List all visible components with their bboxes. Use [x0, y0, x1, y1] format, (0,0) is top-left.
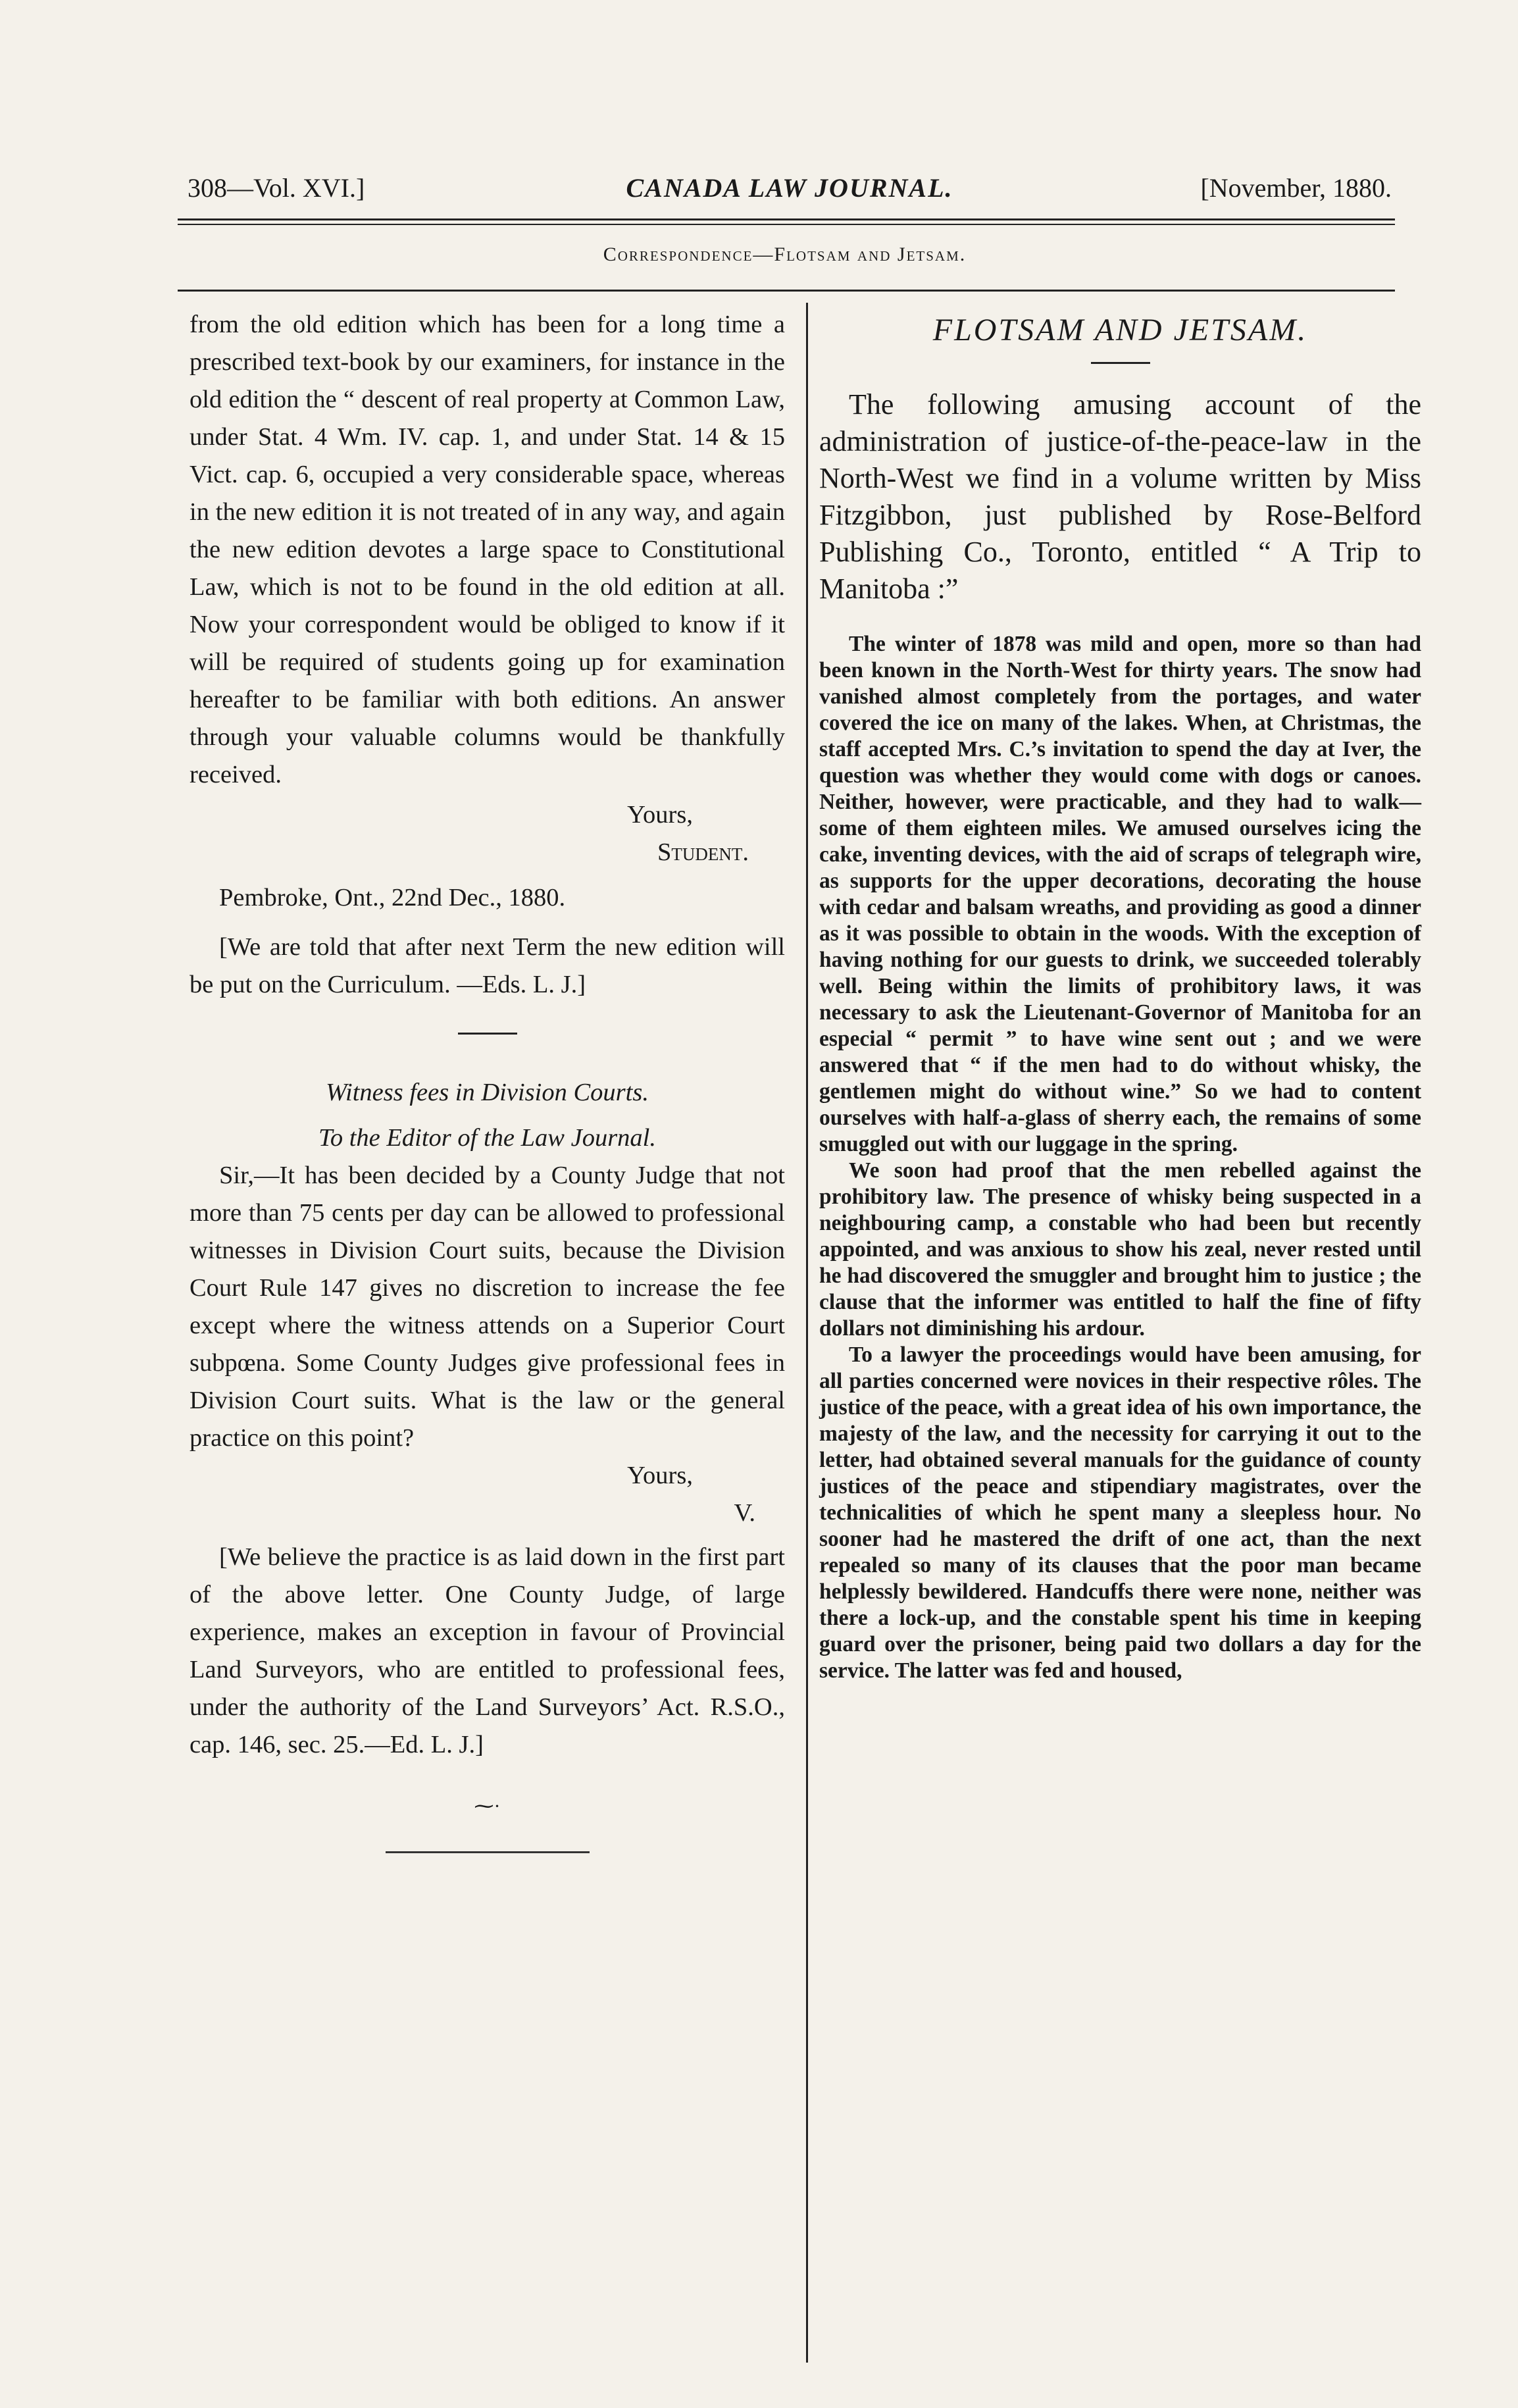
page-header: [188, 172, 1392, 212]
editor-note-2: [We believe the practice is as laid down in the first part of the above letter. One County Judge, of large experience, makes an exception in favour of Provincial Land Surveyors, who are entitled to professional fees, under the authority of the Land Surveyors’ Act. R.S.O., cap. 146, sec. 25.—Ed. L. J.]: [190, 1543, 785, 1758]
header-rule-top: [178, 218, 1395, 220]
column-divider: [806, 303, 808, 2363]
section-title: Correspondence—Flotsam and Jetsam.: [603, 243, 967, 265]
letter2-addressee: To the Editor of the Law Journal.: [318, 1124, 657, 1152]
end-rule: [386, 1851, 590, 1853]
letter2-closing: Yours,: [627, 1462, 693, 1489]
letter1-closing: Yours,: [627, 801, 693, 829]
article-paragraph-2: We soon had proof that the men rebelled against the prohibitory law. The presence of whisky being suspected in a neighbouring camp, a constable who had been but recently appointed, and was anxious to show his zeal, never rested until he had discovered the smuggler and brought him to justice ; the clause that the informer was entitled to half the fine of fifty dollars not diminishing his ardour.: [819, 1158, 1421, 1341]
section-rule: [178, 290, 1395, 292]
letter2-body: Sir,—It has been decided by a County Judge that not more than 75 cents per day can be allowed to professional witnesses in Division Court suits, because the Division Court Rule 147 gives no discretion to increase the fee except where the witness attends on a Superior Court subpœna. Some County Judges give professional fees in Division Court suits. What is the law or the general practice on this point?: [190, 1162, 785, 1452]
left-column: [190, 306, 785, 1853]
divider-rule: [458, 1033, 517, 1035]
ornament-mark: ⁓·: [474, 1795, 501, 1817]
journal-title: CANADA LAW JOURNAL.: [626, 173, 953, 203]
letter1-body: from the old edition which has been for a long time a prescribed text-book by our examiners, for instance in the old edition the “ descent of real property at Common Law, under Stat. 4 Wm. IV. cap. 1, and under Stat. 14 & 15 Vict. cap. 6, occupied a very considerable space, whereas in the new edition it is not treated of in any way, and again the new edition devotes a large space to Constitutional Law, which is not to be found in the old edition at all. Now your correspondent would be obliged to know if it will be required of students going up for examination hereafter to be familiar with both editions. An answer through your valuable columns would be thankfully received.: [190, 311, 785, 788]
article-title: FLOTSAM AND JETSAM.: [932, 313, 1308, 347]
letter1-signer: Student.: [657, 838, 749, 866]
issue-date: [November, 1880.: [1200, 173, 1392, 203]
letter2-title: Witness fees in Division Courts.: [326, 1079, 649, 1106]
article-lead: The following amusing account of the administration of justice-of-the-peace-law in the North-West we find in a volume written by Miss Fitzgibbon, just published by Rose-Belford Publishing Co., Toronto, entitled “ A Trip to Manitoba :”: [819, 388, 1421, 605]
right-column: [819, 306, 1421, 1684]
letter2-signer: V.: [734, 1499, 755, 1527]
title-rule: [1091, 362, 1150, 364]
article-paragraph-1: The winter of 1878 was mild and open, more so than had been known in the North-West for thirty years. The snow had vanished almost completely from the portages, and water covered the ice on many of the lakes. When, at Christmas, the staff accepted Mrs. C.’s invitation to spend the day at Iver, the question was whether they would come with dogs or canoes. Neither, however, were practicable, and they had to walk—some of them eighteen miles. We amused ourselves icing the cake, inventing devices, with the aid of scraps of telegraph wire, as supports for the upper decorations, decorating the house with cedar and balsam wreaths, and providing as good a dinner as it was possible to obtain in the woods. With the exception of having nothing for our guests to drink, we succeeded tolerably well. Being within the limits of prohibitory laws, it was necessary to ask the Lieutenant-Governor of Manitoba for an especial “ permit ” to have wine sent out ; and we were answered that “ if the men had to do without whisky, the gentlemen might do without wine.” So we had to content ourselves with half-a-glass of sherry each, the remains of some smuggled out with our luggage in the spring.: [819, 632, 1421, 1156]
letter1-place-date: Pembroke, Ont., 22nd Dec., 1880.: [219, 884, 566, 911]
editor-note-1: [We are told that after next Term the new edition will be put on the Curriculum. —Eds. L. J.]: [190, 933, 785, 998]
article-paragraph-3: To a lawyer the proceedings would have been amusing, for all parties concerned were novices in their respective rôles. The justice of the peace, with a great idea of his own importance, the majesty of the law, and the necessity for carrying it out to the letter, had obtained several manuals for the guidance of county justices of the peace and stipendiary magistrates, over the technicalities of which he spent many a sleepless hour. No sooner had he mastered the drift of one act, than the next repealed so many of its clauses that the poor man became helplessly bewildered. Handcuffs there were none, neither was there a lock-up, and the constable spent his time in keeping guard over the prisoner, being paid two dollars a day for the service. The latter was fed and housed,: [819, 1343, 1421, 1683]
volume-label: 308—Vol. XVI.]: [188, 173, 365, 203]
header-rule-bottom: [178, 224, 1395, 225]
